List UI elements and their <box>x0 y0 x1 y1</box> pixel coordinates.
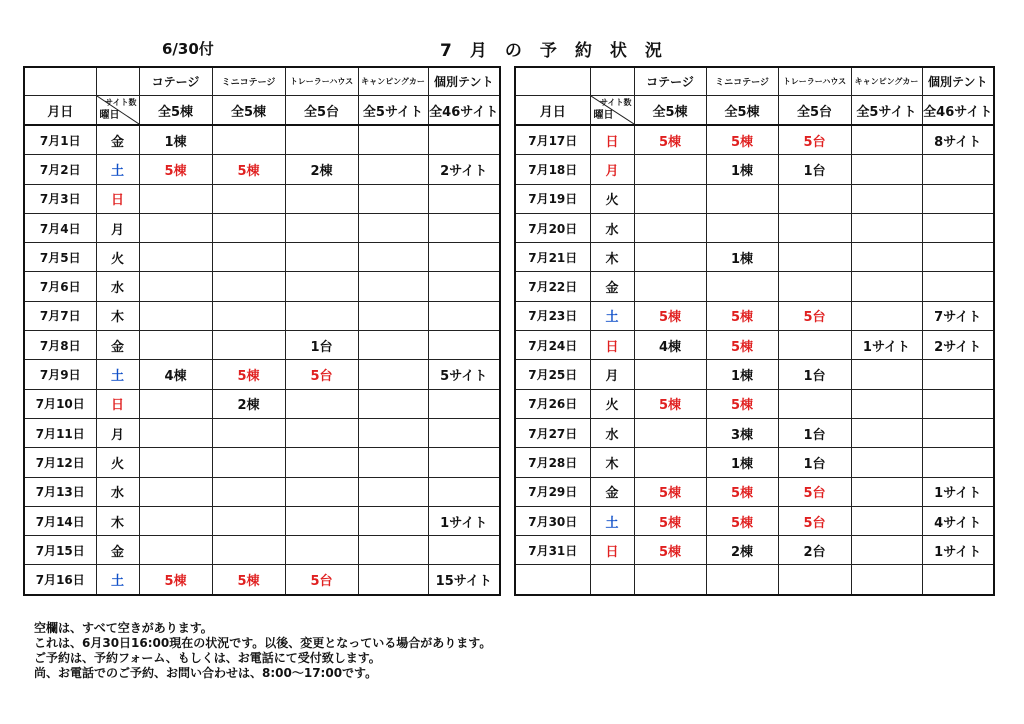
availability-cell <box>428 418 500 447</box>
availability-cell: 5台 <box>778 301 851 330</box>
date-cell: 7月10日 <box>24 389 96 418</box>
weekday-cell: 月 <box>590 155 634 184</box>
availability-cell <box>634 243 706 272</box>
availability-cell <box>285 448 358 477</box>
availability-cell <box>851 506 922 535</box>
table-row <box>24 506 500 535</box>
date-cell: 7月18日 <box>515 155 590 184</box>
availability-cell: 5棟 <box>634 477 706 506</box>
table-row <box>24 389 500 418</box>
availability-cell <box>428 477 500 506</box>
table-row <box>515 506 994 535</box>
table-row <box>24 155 500 184</box>
availability-cell <box>922 184 994 213</box>
weekday-cell: 土 <box>96 155 139 184</box>
date-cell: 7月8日 <box>24 331 96 360</box>
weekday-cell: 日 <box>590 536 634 565</box>
availability-cell <box>139 184 212 213</box>
availability-cell <box>139 448 212 477</box>
header-day-site <box>96 96 139 126</box>
availability-cell <box>634 565 706 595</box>
note-line: 空欄は、すべて空きがあります。 <box>34 621 213 635</box>
availability-cell: 8サイト <box>922 125 994 155</box>
availability-cell: 1台 <box>285 331 358 360</box>
note-line: 尚、お電話でのご予約、お問い合わせは、8:00〜17:00です。 <box>34 666 378 680</box>
notes <box>34 621 491 681</box>
availability-cell: 1棟 <box>139 125 212 155</box>
availability-cell <box>428 389 500 418</box>
weekday-cell: 金 <box>590 272 634 301</box>
availability-cell <box>139 477 212 506</box>
availability-cell: 1台 <box>778 418 851 447</box>
availability-cell <box>428 243 500 272</box>
table-row <box>24 360 500 389</box>
table-row <box>515 360 994 389</box>
availability-cell: 5棟 <box>212 565 285 595</box>
date-cell: 7月9日 <box>24 360 96 389</box>
header-blank <box>590 67 634 96</box>
availability-cell <box>428 331 500 360</box>
availability-cell: 1サイト <box>922 477 994 506</box>
availability-cell <box>139 506 212 535</box>
availability-cell <box>358 125 428 155</box>
availability-cell <box>428 301 500 330</box>
table-row <box>24 477 500 506</box>
availability-cell <box>922 243 994 272</box>
table-row <box>515 155 994 184</box>
header-cottage: コテージ <box>139 67 212 96</box>
availability-cell <box>922 360 994 389</box>
total-trailer-house: 全5台 <box>285 96 358 126</box>
availability-cell <box>922 272 994 301</box>
availability-cell <box>778 331 851 360</box>
header-blank <box>515 67 590 96</box>
availability-cell: 2棟 <box>706 536 778 565</box>
availability-cell: 2棟 <box>212 389 285 418</box>
table-row <box>24 565 500 595</box>
availability-cell <box>212 448 285 477</box>
date-cell: 7月23日 <box>515 301 590 330</box>
availability-cell <box>139 418 212 447</box>
availability-cell <box>634 155 706 184</box>
table-row <box>515 565 994 595</box>
availability-cell <box>922 565 994 595</box>
availability-cell <box>851 155 922 184</box>
date-cell: 7月3日 <box>24 184 96 213</box>
date-cell: 7月12日 <box>24 448 96 477</box>
date-cell: 7月5日 <box>24 243 96 272</box>
availability-cell <box>428 184 500 213</box>
availability-cell: 5棟 <box>634 506 706 535</box>
weekday-cell: 土 <box>96 565 139 595</box>
date-cell: 7月29日 <box>515 477 590 506</box>
availability-cell <box>634 184 706 213</box>
availability-cell: 1棟 <box>706 243 778 272</box>
availability-cell <box>851 477 922 506</box>
availability-cell: 2台 <box>778 536 851 565</box>
availability-cell <box>212 477 285 506</box>
table-row <box>515 243 994 272</box>
availability-cell: 5棟 <box>706 301 778 330</box>
availability-cell <box>358 418 428 447</box>
date-cell: 7月16日 <box>24 565 96 595</box>
table-row <box>515 448 994 477</box>
day-label: 曜日 <box>593 110 614 121</box>
availability-cell <box>212 331 285 360</box>
weekday-cell: 水 <box>96 272 139 301</box>
availability-cell: 5棟 <box>634 301 706 330</box>
table-row <box>24 536 500 565</box>
availability-cell <box>285 125 358 155</box>
availability-cell <box>285 213 358 242</box>
weekday-cell: 木 <box>96 301 139 330</box>
header-camping-car: キャンピングカー <box>358 67 428 96</box>
availability-cell <box>778 389 851 418</box>
availability-cell: 1サイト <box>922 536 994 565</box>
availability-cell <box>851 125 922 155</box>
weekday-cell: 金 <box>96 331 139 360</box>
availability-cell: 5棟 <box>706 506 778 535</box>
availability-cell <box>851 536 922 565</box>
availability-cell: 5棟 <box>212 155 285 184</box>
note-line: ご予約は、予約フォーム、もしくは、お電話にて受付致します。 <box>34 651 381 665</box>
header-mini-cottage: ミニコテージ <box>212 67 285 96</box>
weekday-cell: 土 <box>590 301 634 330</box>
availability-cell: 5棟 <box>706 331 778 360</box>
date-cell: 7月13日 <box>24 477 96 506</box>
weekday-cell: 火 <box>590 389 634 418</box>
availability-cell <box>358 331 428 360</box>
availability-cell: 1棟 <box>706 360 778 389</box>
table-row <box>515 213 994 242</box>
availability-cell <box>212 418 285 447</box>
total-mini-cottage: 全5棟 <box>212 96 285 126</box>
weekday-cell: 火 <box>590 184 634 213</box>
availability-cell <box>139 536 212 565</box>
availability-cell <box>358 301 428 330</box>
header-tent: 個別テント <box>428 67 500 96</box>
table-row <box>515 536 994 565</box>
availability-cell: 2サイト <box>922 331 994 360</box>
weekday-cell: 日 <box>96 389 139 418</box>
availability-cell <box>212 301 285 330</box>
date-cell: 7月19日 <box>515 184 590 213</box>
availability-cell <box>851 213 922 242</box>
availability-cell <box>778 213 851 242</box>
availability-cell <box>706 184 778 213</box>
weekday-cell: 月 <box>96 213 139 242</box>
date-cell: 7月20日 <box>515 213 590 242</box>
total-camping-car: 全5サイト <box>358 96 428 126</box>
date-cell: 7月11日 <box>24 418 96 447</box>
table-row <box>515 331 994 360</box>
date-cell: 7月1日 <box>24 125 96 155</box>
availability-cell <box>778 565 851 595</box>
availability-cell <box>212 125 285 155</box>
table-row <box>24 418 500 447</box>
total-mini-cottage: 全5棟 <box>706 96 778 126</box>
date-cell: 7月2日 <box>24 155 96 184</box>
availability-cell: 5台 <box>778 477 851 506</box>
availability-cell <box>851 272 922 301</box>
availability-cell <box>922 389 994 418</box>
header-cottage: コテージ <box>634 67 706 96</box>
weekday-cell: 木 <box>590 448 634 477</box>
availability-cell <box>358 477 428 506</box>
availability-cell <box>851 301 922 330</box>
availability-cell: 4棟 <box>139 360 212 389</box>
date-stamp: 6/30付 <box>162 40 214 58</box>
availability-cell <box>922 213 994 242</box>
table-row <box>515 389 994 418</box>
availability-cell <box>428 213 500 242</box>
availability-cell <box>139 331 212 360</box>
availability-cell <box>212 243 285 272</box>
weekday-cell: 金 <box>96 536 139 565</box>
availability-cell <box>778 272 851 301</box>
availability-cell <box>778 184 851 213</box>
weekday-cell: 金 <box>590 477 634 506</box>
table-row <box>24 301 500 330</box>
availability-cell <box>285 506 358 535</box>
availability-cell <box>139 272 212 301</box>
weekday-cell: 土 <box>96 360 139 389</box>
header-camping-car: キャンピングカー <box>851 67 922 96</box>
table-row <box>24 331 500 360</box>
availability-cell: 5台 <box>285 360 358 389</box>
date-cell: 7月6日 <box>24 272 96 301</box>
availability-cell: 2サイト <box>428 155 500 184</box>
weekday-cell: 火 <box>96 243 139 272</box>
weekday-cell: 火 <box>96 448 139 477</box>
availability-cell: 5サイト <box>428 360 500 389</box>
day-label: 曜日 <box>99 110 120 121</box>
availability-cell <box>706 213 778 242</box>
date-cell: 7月27日 <box>515 418 590 447</box>
reservation-table-right <box>514 66 995 596</box>
total-cottage: 全5棟 <box>139 96 212 126</box>
header-trailer-house: トレーラーハウス <box>285 67 358 96</box>
availability-cell <box>428 536 500 565</box>
availability-cell <box>634 213 706 242</box>
availability-cell: 5台 <box>778 125 851 155</box>
availability-cell <box>358 360 428 389</box>
date-cell: 7月22日 <box>515 272 590 301</box>
availability-cell: 3棟 <box>706 418 778 447</box>
availability-cell: 4サイト <box>922 506 994 535</box>
availability-cell <box>851 389 922 418</box>
weekday-cell: 水 <box>590 418 634 447</box>
page-title: 7月の予約状況 <box>440 41 680 61</box>
reservation-table-left <box>23 66 501 596</box>
total-tent: 全46サイト <box>922 96 994 126</box>
availability-cell: 5棟 <box>634 125 706 155</box>
weekday-cell: 日 <box>590 331 634 360</box>
header-date: 月日 <box>24 96 96 126</box>
availability-cell <box>212 272 285 301</box>
availability-cell <box>358 243 428 272</box>
weekday-cell: 月 <box>96 418 139 447</box>
total-cottage: 全5棟 <box>634 96 706 126</box>
availability-cell <box>212 506 285 535</box>
date-cell <box>515 565 590 595</box>
availability-cell <box>139 213 212 242</box>
weekday-cell: 土 <box>590 506 634 535</box>
availability-cell <box>428 272 500 301</box>
table-row <box>515 301 994 330</box>
availability-cell: 5棟 <box>139 565 212 595</box>
availability-cell <box>428 448 500 477</box>
availability-cell <box>922 155 994 184</box>
availability-cell <box>851 360 922 389</box>
availability-cell <box>139 243 212 272</box>
header-blank <box>24 67 96 96</box>
date-cell: 7月25日 <box>515 360 590 389</box>
availability-cell: 5台 <box>285 565 358 595</box>
total-trailer-house: 全5台 <box>778 96 851 126</box>
availability-cell: 1棟 <box>706 155 778 184</box>
availability-cell <box>212 184 285 213</box>
availability-cell <box>778 243 851 272</box>
table-row <box>515 272 994 301</box>
date-cell: 7月26日 <box>515 389 590 418</box>
availability-cell: 5棟 <box>634 389 706 418</box>
date-cell: 7月28日 <box>515 448 590 477</box>
availability-cell: 5棟 <box>706 477 778 506</box>
availability-cell <box>358 565 428 595</box>
weekday-cell: 月 <box>590 360 634 389</box>
availability-cell: 2棟 <box>285 155 358 184</box>
header-tent: 個別テント <box>922 67 994 96</box>
availability-cell <box>922 448 994 477</box>
availability-cell: 7サイト <box>922 301 994 330</box>
date-cell: 7月15日 <box>24 536 96 565</box>
header-day-site <box>590 96 634 126</box>
availability-cell <box>634 272 706 301</box>
table-row <box>24 272 500 301</box>
note-line: これは、6月30日16:00現在の状況です。以後、変更となっている場合があります。 <box>34 636 492 650</box>
weekday-cell: 水 <box>96 477 139 506</box>
site-count-label: サイト数 <box>105 98 137 107</box>
header-blank <box>96 67 139 96</box>
availability-cell: 1台 <box>778 360 851 389</box>
availability-cell <box>358 536 428 565</box>
availability-cell <box>285 477 358 506</box>
availability-cell <box>212 536 285 565</box>
availability-cell <box>851 243 922 272</box>
availability-cell <box>358 448 428 477</box>
availability-cell: 1台 <box>778 155 851 184</box>
availability-cell: 5台 <box>778 506 851 535</box>
table-row <box>24 243 500 272</box>
availability-cell: 15サイト <box>428 565 500 595</box>
weekday-cell: 日 <box>96 184 139 213</box>
availability-cell <box>851 565 922 595</box>
header-trailer-house: トレーラーハウス <box>778 67 851 96</box>
availability-cell <box>139 301 212 330</box>
availability-cell <box>428 125 500 155</box>
availability-cell <box>851 184 922 213</box>
date-cell: 7月14日 <box>24 506 96 535</box>
availability-cell <box>358 213 428 242</box>
availability-cell <box>212 213 285 242</box>
availability-cell <box>285 184 358 213</box>
date-cell: 7月24日 <box>515 331 590 360</box>
date-cell: 7月31日 <box>515 536 590 565</box>
availability-cell: 4棟 <box>634 331 706 360</box>
header-date: 月日 <box>515 96 590 126</box>
availability-cell <box>358 389 428 418</box>
weekday-cell: 水 <box>590 213 634 242</box>
weekday-cell: 金 <box>96 125 139 155</box>
availability-cell <box>851 418 922 447</box>
availability-cell <box>285 243 358 272</box>
availability-cell <box>634 418 706 447</box>
table-row <box>515 477 994 506</box>
availability-cell: 1棟 <box>706 448 778 477</box>
availability-cell: 5棟 <box>706 389 778 418</box>
weekday-cell <box>590 565 634 595</box>
availability-cell <box>358 155 428 184</box>
availability-cell <box>285 301 358 330</box>
availability-cell: 1サイト <box>851 331 922 360</box>
total-tent: 全46サイト <box>428 96 500 126</box>
table-row <box>24 213 500 242</box>
table-row <box>515 418 994 447</box>
table-row <box>515 184 994 213</box>
availability-cell: 5棟 <box>706 125 778 155</box>
availability-cell: 5棟 <box>212 360 285 389</box>
availability-cell <box>851 448 922 477</box>
weekday-cell: 木 <box>96 506 139 535</box>
weekday-cell: 日 <box>590 125 634 155</box>
table-row <box>24 184 500 213</box>
availability-cell: 1サイト <box>428 506 500 535</box>
availability-cell <box>285 536 358 565</box>
table-row <box>515 125 994 155</box>
availability-cell <box>634 360 706 389</box>
availability-cell <box>922 418 994 447</box>
availability-cell <box>285 389 358 418</box>
date-cell: 7月17日 <box>515 125 590 155</box>
total-camping-car: 全5サイト <box>851 96 922 126</box>
date-cell: 7月7日 <box>24 301 96 330</box>
availability-cell: 5棟 <box>634 536 706 565</box>
availability-cell <box>358 506 428 535</box>
availability-cell <box>285 418 358 447</box>
header-mini-cottage: ミニコテージ <box>706 67 778 96</box>
availability-cell <box>358 184 428 213</box>
availability-cell <box>706 272 778 301</box>
availability-cell <box>358 272 428 301</box>
table-row <box>24 125 500 155</box>
site-count-label: サイト数 <box>600 98 632 107</box>
availability-cell: 1台 <box>778 448 851 477</box>
date-cell: 7月30日 <box>515 506 590 535</box>
date-cell: 7月21日 <box>515 243 590 272</box>
availability-cell <box>285 272 358 301</box>
availability-cell <box>634 448 706 477</box>
availability-cell: 5棟 <box>139 155 212 184</box>
availability-cell <box>139 389 212 418</box>
date-cell: 7月4日 <box>24 213 96 242</box>
weekday-cell: 木 <box>590 243 634 272</box>
availability-cell <box>706 565 778 595</box>
table-row <box>24 448 500 477</box>
